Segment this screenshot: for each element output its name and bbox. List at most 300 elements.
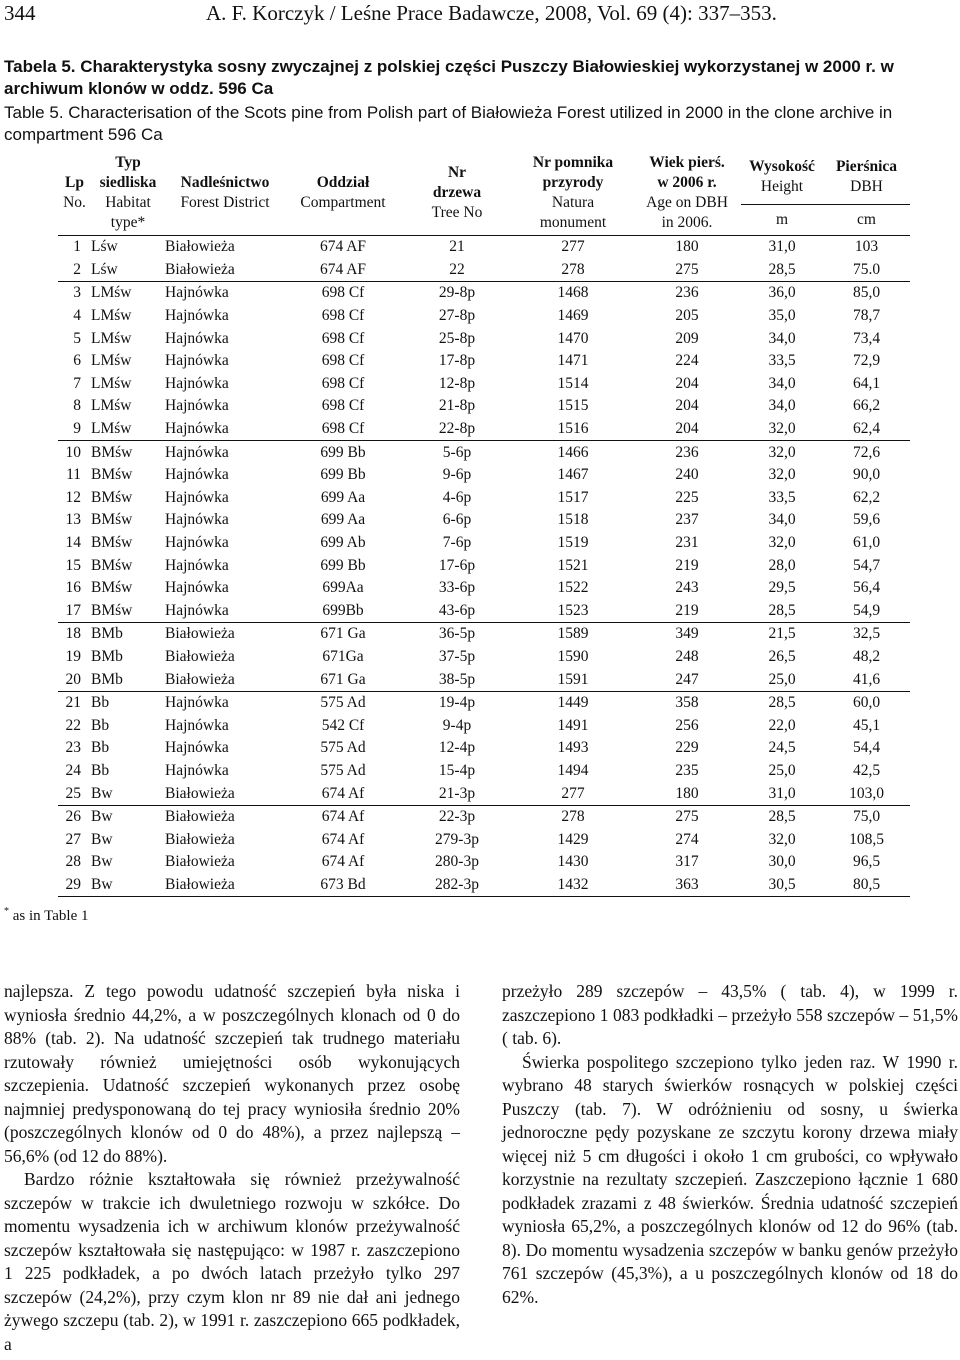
cell-habitat-type: LMśw (91, 282, 165, 305)
cell-dbh: 61,0 (852, 534, 881, 552)
cell-age-dbh: 358 (633, 691, 741, 714)
table-row (58, 487, 910, 510)
cell-age-dbh: 363 (633, 874, 741, 897)
cell-age-dbh: 204 (675, 374, 699, 392)
cell-compartment: 542 Cf (321, 716, 365, 734)
cell-compartment: 674 Af (321, 853, 365, 871)
table-row (58, 373, 910, 396)
cell-natura-monument: 1516 (557, 420, 589, 438)
table-row (58, 554, 910, 577)
cell-age-dbh: 180 (675, 784, 699, 802)
cell-age-dbh: 317 (675, 853, 699, 871)
cell-compartment: 699Aa (322, 579, 364, 597)
header-lp: Lp No. (63, 173, 86, 211)
cell-height: 30,5 (741, 874, 823, 897)
cell-forest-district: Hajnówka (165, 329, 229, 347)
cell-compartment: 671 Ga (320, 670, 366, 688)
cell-forest-district: Hajnówka (165, 420, 229, 438)
cell-height: 22,0 (768, 716, 796, 734)
cell-height: 34,0 (768, 374, 796, 392)
cell-height: 33,5 (768, 352, 796, 370)
cell-compartment: 699 Aa (320, 488, 366, 506)
cell-habitat-type: LMśw (91, 307, 132, 325)
cell-dbh: 75,0 (823, 805, 910, 828)
cell-height: 32,0 (768, 830, 796, 848)
cell-compartment: 575 Ad (320, 761, 366, 779)
cell-forest-district: Białowieża (165, 830, 235, 848)
header-height: Wysokość Height (749, 158, 815, 195)
paragraph: Świerka pospolitego szczepiono tylko jeden raz. W 1990 r. wybrano 48 starych świerków rosnących w polskiej części Puszczy (tab. 7). W odróżnieniu od sosny, u świerka jednoroczne pędy pozyskane ze szczytu korony drzewa miały więcej niż 5 cm długości i około 1 cm grubości, co wpływało korzystnie na rezultaty szczepień. Zaszczepiono łącznie 1 680 podkładek zrazami z 48 świerków. Średnia udatność szczepień wyniosła 65,2%, a poszczególnych klonów od 12 do 96% (tab. 8). Do momentu wysadzenia szczepów w banku genów przeżyło 761 szczepów (45,3%), a u poszczególnych klonów od 18 do 62%. (502, 1051, 958, 1307)
cell-tree-number: 9-6p (442, 466, 472, 484)
cell-height: 28,5 (768, 260, 796, 278)
cell-dbh: 66,2 (852, 397, 881, 415)
cell-compartment: 699Bb (322, 601, 364, 619)
cell-compartment: 699 Aa (320, 511, 366, 529)
cell-age-dbh: 240 (675, 466, 699, 484)
table-header (58, 150, 910, 236)
table-row (58, 646, 910, 669)
cell-compartment: 699 Ab (320, 534, 366, 552)
cell-habitat-type: Lśw (91, 238, 118, 256)
cell-forest-district: Białowieża (165, 647, 235, 665)
cell-habitat-type: BMb (91, 623, 165, 646)
cell-natura-monument: 1449 (513, 691, 633, 714)
cell-dbh: 72,6 (823, 441, 910, 464)
cell-tree-number: 37-5p (438, 647, 476, 665)
cell-age-dbh: 275 (675, 260, 699, 278)
cell-natura-monument: 1514 (557, 374, 589, 392)
cell-forest-district: Białowieża (165, 260, 235, 278)
cell-tree-number: 5-6p (401, 441, 513, 464)
cell-tree-number: 21-8p (438, 397, 476, 415)
cell-dbh: 59,6 (852, 511, 881, 529)
header-dbh: Pierśnica DBH (835, 158, 898, 195)
journal-citation: A. F. Korczyk / Leśne Prace Badawcze, 2008, Vol. 69 (4): 337–353. (206, 1, 777, 25)
cell-tree-number: 27-8p (438, 307, 476, 325)
cell-forest-district: Hajnówka (165, 511, 229, 529)
cell-row-number: 19 (65, 647, 81, 665)
cell-height: 34,0 (768, 397, 796, 415)
table-row (58, 760, 910, 783)
cell-age-dbh: 225 (675, 488, 699, 506)
cell-row-number: 13 (65, 511, 81, 529)
running-header (4, 0, 954, 28)
cell-compartment: 671Ga (322, 647, 364, 665)
cell-natura-monument: 1429 (557, 830, 589, 848)
cell-tree-number: 12-8p (438, 374, 476, 392)
cell-natura-monument: 1517 (557, 488, 589, 506)
cell-natura-monument: 1432 (513, 874, 633, 897)
cell-forest-district: Białowieża (165, 874, 285, 897)
cell-habitat-type: Lśw (91, 260, 118, 278)
cell-dbh: 80,5 (823, 874, 910, 897)
cell-natura-monument: 1470 (557, 329, 589, 347)
cell-habitat-type: BMśw (91, 466, 133, 484)
cell-age-dbh: 248 (675, 647, 699, 665)
cell-age-dbh: 236 (633, 441, 741, 464)
cell-dbh: 72,9 (852, 352, 881, 370)
table-row (58, 782, 910, 805)
header-age: Wiek pierś. w 2006 r. Age on DBH in 2006. (646, 153, 728, 231)
cell-dbh: 103 (854, 238, 879, 256)
table-row (58, 509, 910, 532)
table-row (58, 874, 910, 897)
cell-age-dbh: 219 (675, 601, 699, 619)
cell-height: 28,5 (768, 601, 796, 619)
cell-row-number: 16 (65, 579, 81, 597)
cell-habitat-type: BMśw (91, 488, 133, 506)
cell-compartment: 575 Ad (285, 691, 401, 714)
cell-height: 26,5 (768, 647, 796, 665)
body-column-left (4, 980, 460, 1356)
cell-forest-district: Hajnówka (165, 716, 229, 734)
cell-habitat-type: Bb (91, 761, 110, 779)
cell-forest-district: Białowieża (165, 623, 285, 646)
cell-forest-district: Hajnówka (165, 352, 229, 370)
cell-natura-monument: 1589 (513, 623, 633, 646)
cell-tree-number: 21 (449, 238, 465, 256)
cell-tree-number: 279-3p (435, 830, 479, 848)
cell-tree-number: 25-8p (438, 329, 476, 347)
table-row (58, 805, 910, 828)
cell-tree-number: 12-4p (438, 739, 476, 757)
cell-row-number: 5 (73, 329, 81, 347)
cell-height: 25,0 (768, 761, 796, 779)
table-row (58, 327, 910, 350)
header-height-unit: m (741, 205, 823, 236)
cell-compartment: 698 Cf (321, 374, 365, 392)
cell-tree-number: 282-3p (401, 874, 513, 897)
cell-habitat-type: BMb (91, 670, 123, 688)
cell-habitat-type: Bb (91, 691, 165, 714)
cell-compartment: 674 Af (321, 784, 365, 802)
cell-dbh: 78,7 (852, 307, 881, 325)
table-row (58, 305, 910, 328)
cell-natura-monument: 1523 (557, 601, 589, 619)
cell-height: 32,0 (768, 534, 796, 552)
cell-natura-monument: 1590 (557, 647, 589, 665)
header-tree-no: Nr drzewa Tree No (431, 163, 483, 221)
cell-height: 28,0 (768, 556, 796, 574)
cell-dbh: 64,1 (852, 374, 881, 392)
paragraph: przeżyło 289 szczepów – 43,5% ( tab. 4), w 1999 r. zaszczepiono 1 083 podkładki – przeżyło 558 szczepów – 51,5% ( tab. 6). (502, 981, 958, 1048)
cell-habitat-type: LMśw (91, 374, 132, 392)
cell-habitat-type: LMśw (91, 420, 132, 438)
cell-row-number: 3 (58, 282, 91, 305)
cell-compartment: 674 AF (319, 238, 367, 256)
table-row (58, 691, 910, 714)
table-row (58, 350, 910, 373)
cell-compartment: 673 Bd (285, 874, 401, 897)
cell-natura-monument: 1591 (557, 670, 589, 688)
cell-forest-district: Hajnówka (165, 397, 229, 415)
cell-dbh: 42,5 (852, 761, 881, 779)
cell-row-number: 12 (65, 488, 81, 506)
cell-dbh: 60,0 (823, 691, 910, 714)
cell-habitat-type: LMśw (91, 397, 132, 415)
caption-polish: Tabela 5. Charakterystyka sosny zwyczajnej z polskiej części Puszczy Białowieskiej wykorzystanej w 2000 r. w archiwum klonów w oddz. 596 Ca (4, 57, 894, 98)
cell-tree-number: 4-6p (442, 488, 472, 506)
cell-compartment: 698 Cf (285, 282, 401, 305)
cell-compartment: 674 Af (285, 805, 401, 828)
cell-height: 32,0 (768, 420, 796, 438)
cell-row-number: 28 (65, 853, 81, 871)
cell-height: 30,0 (768, 853, 796, 871)
cell-natura-monument: 1491 (557, 716, 589, 734)
cell-height: 35,0 (768, 307, 796, 325)
cell-natura-monument: 1518 (557, 511, 589, 529)
table-row (58, 282, 910, 305)
cell-age-dbh: 236 (633, 282, 741, 305)
cell-forest-district: Hajnówka (165, 739, 229, 757)
header-forest-district: Nadleśnictwo Forest District (180, 173, 270, 211)
table-body (58, 236, 910, 897)
cell-natura-monument: 1519 (557, 534, 589, 552)
cell-natura-monument: 1493 (557, 739, 589, 757)
cell-forest-district: Hajnówka (165, 761, 229, 779)
cell-forest-district: Hajnówka (165, 691, 285, 714)
cell-forest-district: Hajnówka (165, 601, 229, 619)
cell-tree-number: 36-5p (401, 623, 513, 646)
cell-row-number: 29 (58, 874, 91, 897)
table-row (58, 236, 910, 259)
cell-dbh: 32,5 (823, 623, 910, 646)
table-row (58, 577, 910, 600)
cell-habitat-type: BMśw (91, 579, 133, 597)
cell-forest-district: Hajnówka (165, 307, 229, 325)
cell-compartment: 698 Cf (321, 329, 365, 347)
cell-dbh: 48,2 (852, 647, 881, 665)
cell-row-number: 18 (58, 623, 91, 646)
caption-english: Table 5. Characterisation of the Scots pine from Polish part of Białowieża Forest utilized in 2000 in the clone archive in compartment 596 Ca (4, 103, 893, 144)
cell-tree-number: 22 (449, 260, 465, 278)
cell-age-dbh: 274 (675, 830, 699, 848)
cell-compartment: 698 Cf (321, 352, 365, 370)
header-dbh-unit: cm (823, 205, 910, 236)
cell-habitat-type: Bw (91, 853, 113, 871)
cell-forest-district: Białowieża (165, 784, 235, 802)
cell-height: 21,5 (741, 623, 823, 646)
table-row (58, 418, 910, 441)
cell-habitat-type: LMśw (91, 329, 132, 347)
header-natura-monument: Nr pomnika przyrody Natura monument (532, 153, 614, 231)
cell-age-dbh: 235 (675, 761, 699, 779)
cell-compartment: 674 Af (321, 830, 365, 848)
table-row (58, 828, 910, 851)
cell-dbh: 56,4 (852, 579, 881, 597)
cell-habitat-type: BMśw (91, 441, 165, 464)
cell-age-dbh: 237 (675, 511, 699, 529)
cell-row-number: 11 (66, 466, 81, 484)
cell-habitat-type: LMśw (91, 352, 132, 370)
cell-dbh: 62,2 (852, 488, 881, 506)
cell-tree-number: 29-8p (401, 282, 513, 305)
cell-natura-monument: 1430 (557, 853, 589, 871)
cell-height: 31,0 (768, 784, 796, 802)
cell-height: 29,5 (768, 579, 796, 597)
cell-tree-number: 15-4p (438, 761, 476, 779)
cell-row-number: 23 (65, 739, 81, 757)
cell-habitat-type: Bw (91, 830, 113, 848)
cell-tree-number: 280-3p (435, 853, 479, 871)
table-row (58, 668, 910, 691)
cell-forest-district: Hajnówka (165, 374, 229, 392)
cell-age-dbh: 349 (633, 623, 741, 646)
cell-tree-number: 33-6p (438, 579, 476, 597)
cell-age-dbh: 180 (675, 238, 699, 256)
cell-dbh: 75.0 (852, 260, 881, 278)
cell-natura-monument: 277 (561, 784, 585, 802)
cell-natura-monument: 1467 (557, 466, 589, 484)
cell-compartment: 699 Bb (285, 441, 401, 464)
cell-compartment: 671 Ga (285, 623, 401, 646)
cell-tree-number: 7-6p (442, 534, 472, 552)
table-row (58, 464, 910, 487)
cell-natura-monument: 1466 (513, 441, 633, 464)
cell-height: 24,5 (768, 739, 796, 757)
cell-natura-monument: 1521 (557, 556, 589, 574)
table-footnote: * as in Table 1 (4, 906, 89, 924)
cell-age-dbh: 224 (675, 352, 699, 370)
cell-natura-monument: 1469 (557, 307, 589, 325)
cell-dbh: 103,0 (849, 784, 884, 802)
cell-height: 32,0 (768, 466, 796, 484)
cell-habitat-type: BMśw (91, 601, 133, 619)
cell-forest-district: Białowieża (165, 853, 235, 871)
cell-compartment: 698 Cf (321, 397, 365, 415)
cell-height: 31,0 (768, 238, 796, 256)
cell-compartment: 674 AF (319, 260, 367, 278)
pine-characteristics-table (58, 150, 910, 897)
cell-age-dbh: 243 (675, 579, 699, 597)
cell-forest-district: Hajnówka (165, 488, 229, 506)
cell-natura-monument: 1468 (513, 282, 633, 305)
cell-compartment: 698 Cf (321, 420, 365, 438)
cell-row-number: 27 (65, 830, 81, 848)
table-row (58, 395, 910, 418)
cell-age-dbh: 231 (675, 534, 699, 552)
header-compartment: Oddział Compartment (300, 173, 386, 211)
table-row (58, 259, 910, 282)
page-number: 344 (4, 1, 36, 25)
cell-height: 34,0 (768, 329, 796, 347)
cell-row-number: 7 (73, 374, 81, 392)
cell-age-dbh: 204 (675, 397, 699, 415)
cell-height: 33,5 (768, 488, 796, 506)
cell-tree-number: 19-4p (401, 691, 513, 714)
cell-habitat-type: Bw (91, 874, 165, 897)
cell-tree-number: 17-6p (438, 556, 476, 574)
cell-age-dbh: 256 (675, 716, 699, 734)
paragraph: Bardzo różnie kształtowała się również przeżywalność szczepów w trakcie ich dwuletniego rozwoju w szkółce. Do momentu wysadzenia ich w archiwum klonów przeżywalność szczepów kształtowała się następująco: w 1987 r. zaszczepiono 1 225 podkładek, a po dwóch latach przeżyło tylko 297 szczepów (24,2%), przy czym klon nr 89 nie dał ani jednego żywego szczepu (tab. 2), w 1991 r. zaszczepiono 665 podkładek, a (4, 1169, 460, 1354)
cell-height: 34,0 (768, 511, 796, 529)
cell-forest-district: Hajnówka (165, 579, 229, 597)
cell-habitat-type: BMśw (91, 534, 133, 552)
cell-natura-monument: 1522 (557, 579, 589, 597)
cell-habitat-type: BMśw (91, 511, 133, 529)
cell-dbh: 54,7 (852, 556, 881, 574)
cell-forest-district: Hajnówka (165, 466, 229, 484)
cell-dbh: 96,5 (852, 853, 881, 871)
cell-row-number: 20 (65, 670, 81, 688)
cell-habitat-type: Bb (91, 716, 110, 734)
table-row (58, 441, 910, 464)
cell-age-dbh: 229 (675, 739, 699, 757)
cell-row-number: 17 (65, 601, 81, 619)
cell-row-number: 2 (73, 260, 81, 278)
cell-row-number: 22 (65, 716, 81, 734)
cell-dbh: 73,4 (852, 329, 881, 347)
cell-habitat-type: Bb (91, 739, 110, 757)
cell-habitat-type: BMb (91, 647, 123, 665)
table-row (58, 851, 910, 874)
cell-row-number: 15 (65, 556, 81, 574)
cell-row-number: 9 (73, 420, 81, 438)
cell-natura-monument: 278 (513, 805, 633, 828)
cell-forest-district: Hajnówka (165, 556, 229, 574)
cell-age-dbh: 204 (675, 420, 699, 438)
cell-compartment: 699 Bb (320, 466, 366, 484)
cell-height: 28,5 (741, 691, 823, 714)
cell-row-number: 6 (73, 352, 81, 370)
cell-age-dbh: 247 (675, 670, 699, 688)
cell-compartment: 575 Ad (320, 739, 366, 757)
cell-row-number: 21 (58, 691, 91, 714)
cell-forest-district: Hajnówka (165, 282, 285, 305)
cell-row-number: 1 (73, 238, 81, 256)
cell-forest-district: Białowieża (165, 670, 235, 688)
table-row (58, 623, 910, 646)
cell-age-dbh: 205 (675, 307, 699, 325)
cell-age-dbh: 209 (675, 329, 699, 347)
cell-forest-district: Hajnówka (165, 534, 229, 552)
header-habitat: Typ siedliska Habitat type* (99, 153, 157, 231)
cell-age-dbh: 275 (633, 805, 741, 828)
cell-habitat-type: BMśw (91, 556, 133, 574)
cell-habitat-type: Bw (91, 784, 113, 802)
cell-forest-district: Białowieża (165, 238, 235, 256)
cell-dbh: 90,0 (852, 466, 881, 484)
cell-height: 25,0 (768, 670, 796, 688)
cell-forest-district: Białowieża (165, 805, 285, 828)
cell-dbh: 54,9 (852, 601, 881, 619)
cell-dbh: 41,6 (852, 670, 881, 688)
cell-compartment: 699 Bb (320, 556, 366, 574)
cell-tree-number: 22-8p (438, 420, 476, 438)
cell-tree-number: 22-3p (401, 805, 513, 828)
cell-natura-monument: 1494 (557, 761, 589, 779)
cell-row-number: 8 (73, 397, 81, 415)
body-column-right (502, 980, 958, 1309)
cell-height: 28,5 (741, 805, 823, 828)
table-row (58, 737, 910, 760)
cell-natura-monument: 1471 (557, 352, 589, 370)
cell-row-number: 24 (65, 761, 81, 779)
cell-forest-district: Hajnówka (165, 441, 285, 464)
cell-tree-number: 6-6p (442, 511, 472, 529)
cell-row-number: 26 (58, 805, 91, 828)
cell-height: 36,0 (741, 282, 823, 305)
cell-row-number: 10 (58, 441, 91, 464)
cell-dbh: 54,4 (852, 739, 881, 757)
cell-tree-number: 38-5p (438, 670, 476, 688)
cell-tree-number: 21-3p (438, 784, 476, 802)
cell-natura-monument: 277 (561, 238, 585, 256)
paragraph: najlepsza. Z tego powodu udatność szczepień była niska i wyniosła średnio 44,2%, a w poszczególnych klonach od 0 do 88% (tab. 2). Na udatność szczepień tak trudnego materiału rzutowały również umiejętności osób wykonujących szczepienia. Udatność szczepień wykonanych przez osobę najmniej predysponowaną do tej pracy wyniosiła średnio 20% (poszczególnych klonów od 0 do 48%), a przez najlepszą – 56,6% (od 12 do 88%). (4, 981, 460, 1166)
table-row (58, 532, 910, 555)
cell-row-number: 4 (73, 307, 81, 325)
cell-tree-number: 9-4p (442, 716, 472, 734)
